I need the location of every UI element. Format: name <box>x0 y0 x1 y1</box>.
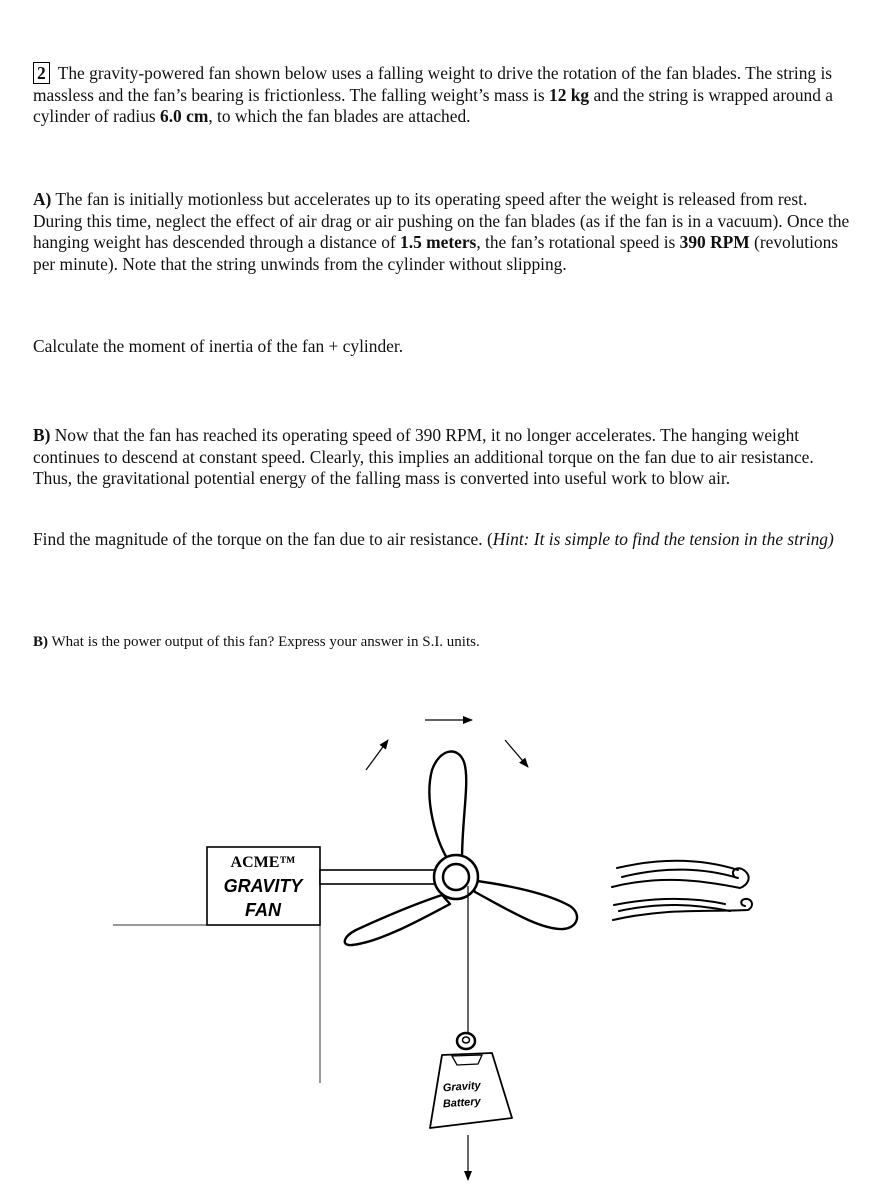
part-a-label: A) <box>33 189 52 209</box>
part-c-text: B) What is the power output of this fan? Express your answer in S.I. units. <box>33 634 480 650</box>
fan-hub <box>434 855 478 899</box>
box-line2: GRAVITY <box>223 876 303 896</box>
hint-text: Hint: It is simple to find the tension in the string) <box>492 529 834 549</box>
wind-icon <box>612 861 752 920</box>
mass-value: 12 kg <box>549 84 590 105</box>
fan-axle <box>320 870 438 884</box>
part-b-question: Find the magnitude of the torque on the fan due to air resistance. (Hint: It is simple to find the tension in the string) <box>33 529 834 549</box>
weight-line2: Battery <box>442 1095 482 1111</box>
fan-blades-icon <box>345 752 577 946</box>
part-a-question: Calculate the moment of inertia of the fan + cylinder. <box>33 336 404 356</box>
problem-number: 2 <box>33 62 50 84</box>
distance-value: 1.5 meters <box>400 232 477 252</box>
radius-value: 6.0 cm <box>160 106 209 126</box>
box-line1: ACME™ <box>230 854 296 871</box>
acme-box <box>207 847 320 925</box>
box-line3: FAN <box>245 900 281 920</box>
support-lines <box>113 925 320 1083</box>
fan-diagram <box>0 690 884 1196</box>
part-b-text: B) Now that the fan has reached its operating speed of 390 RPM, it no longer accelerates. The hanging weight continues to descend at constant speed. Clearly, this implies an additional torque on the fan due to air resistance. Thus, the gravitational potential energy of the falling mass is converted into useful work to blow air. <box>33 425 814 488</box>
speed-value: 390 RPM <box>679 232 750 252</box>
problem-intro: 2 The gravity-powered fan shown below uses a falling weight to drive the rotation of the fan blades. The string is massless and the fan’s bearing is frictionless. The falling weight’s mass is 12 kg and the string is wrapped around a cylinder of radius 6.0 cm, to which the fan blades are attached. <box>33 63 833 126</box>
weight-line1: Gravity <box>442 1079 482 1095</box>
part-a-text: A) The fan is initially motionless but accelerates up to its operating speed after the weight is released from rest. During this time, neglect the effect of air drag or air pushing on the fan blades (as if the fan is in a vacuum). Once the hanging weight has descended through a distance of 1.5 meters, the fan’s rotational speed is 390 RPM (revolutions per minute). Note that the string unwinds from the cylinder without slipping. <box>33 189 850 274</box>
part-c-label: B) <box>33 634 48 650</box>
gravity-battery-weight-icon <box>430 1033 512 1128</box>
part-b-label: B) <box>33 425 51 445</box>
